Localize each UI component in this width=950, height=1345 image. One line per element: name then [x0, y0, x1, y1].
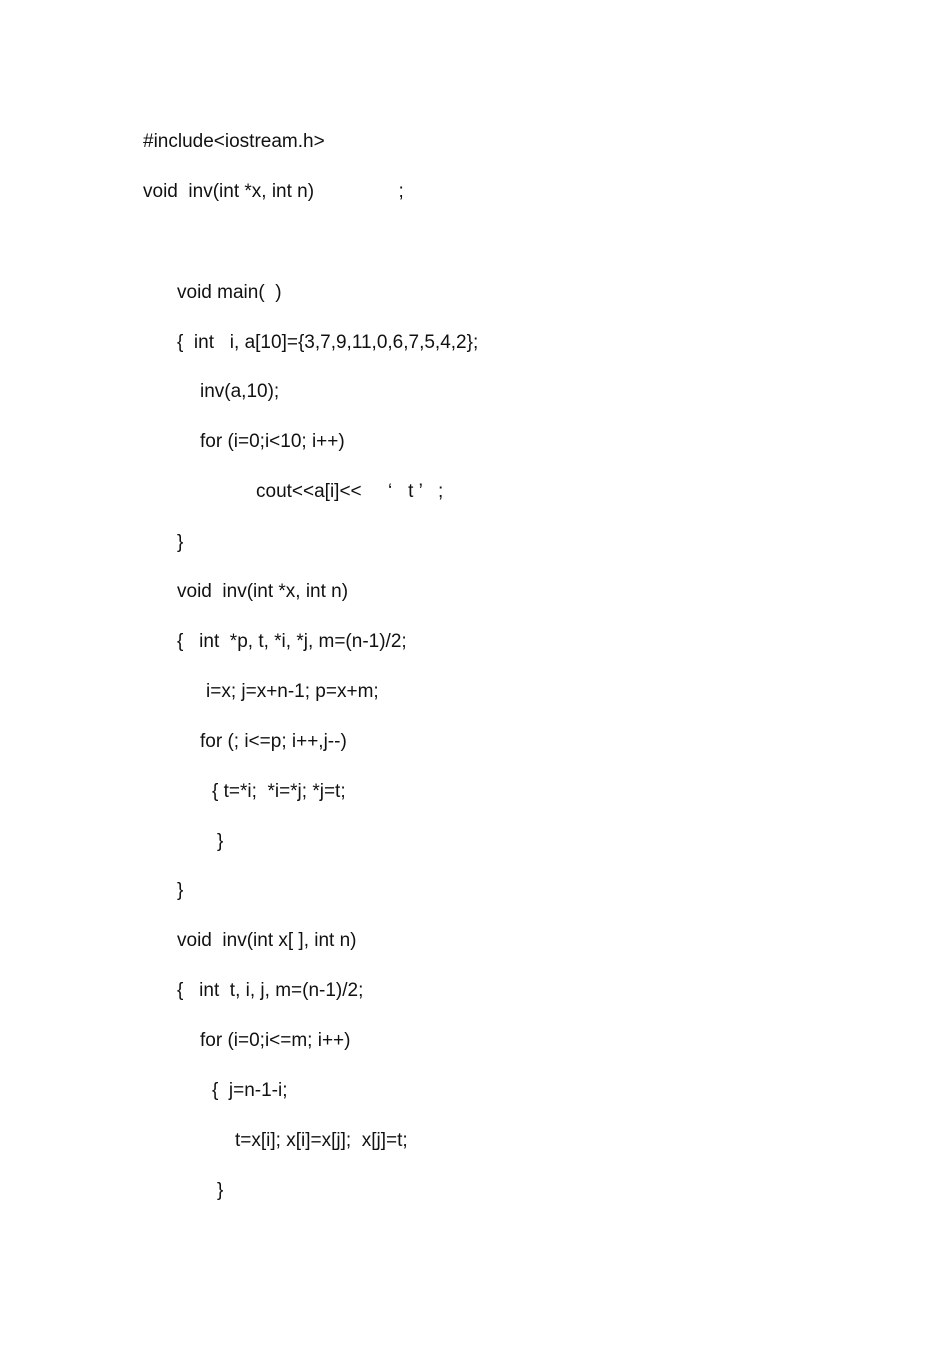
code-line-inv-prototype: void inv(int *x, int n) ;: [143, 181, 404, 202]
code-line-array-for-close: }: [217, 1180, 224, 1201]
code-line-pointer-init: i=x; j=x+n-1; p=x+m;: [206, 681, 379, 702]
code-line-inv-call: inv(a,10);: [200, 381, 280, 402]
code-line-pointer-for-close: }: [217, 831, 224, 852]
code-line-inv-array-signature: void inv(int x[ ], int n): [177, 930, 357, 951]
code-line-array-index: { j=n-1-i;: [212, 1080, 288, 1101]
code-line-main-close: }: [177, 532, 184, 553]
code-line-array-for: for (i=0;i<=m; i++): [200, 1030, 351, 1051]
code-line-main-declarations: { int i, a[10]={3,7,9,11,0,6,7,5,4,2};: [177, 332, 479, 353]
code-line-include: #include<iostream.h>: [143, 131, 325, 152]
code-line-pointer-swap: { t=*i; *i=*j; *j=t;: [212, 781, 346, 802]
code-line-main-signature: void main( ): [177, 282, 282, 303]
code-line-array-swap: t=x[i]; x[i]=x[j]; x[j]=t;: [235, 1130, 408, 1151]
code-line-inv-pointer-signature: void inv(int *x, int n): [177, 581, 349, 602]
code-line-pointer-for: for (; i<=p; i++,j--): [200, 731, 347, 752]
code-line-inv-array-declarations: { int t, i, j, m=(n-1)/2;: [177, 980, 364, 1001]
code-line-cout: cout<<a[i]<< ‘ t ’ ;: [256, 481, 444, 502]
code-line-main-for: for (i=0;i<10; i++): [200, 431, 345, 452]
code-line-inv-pointer-close: }: [177, 880, 184, 901]
code-line-inv-pointer-declarations: { int *p, t, *i, *j, m=(n-1)/2;: [177, 631, 407, 652]
